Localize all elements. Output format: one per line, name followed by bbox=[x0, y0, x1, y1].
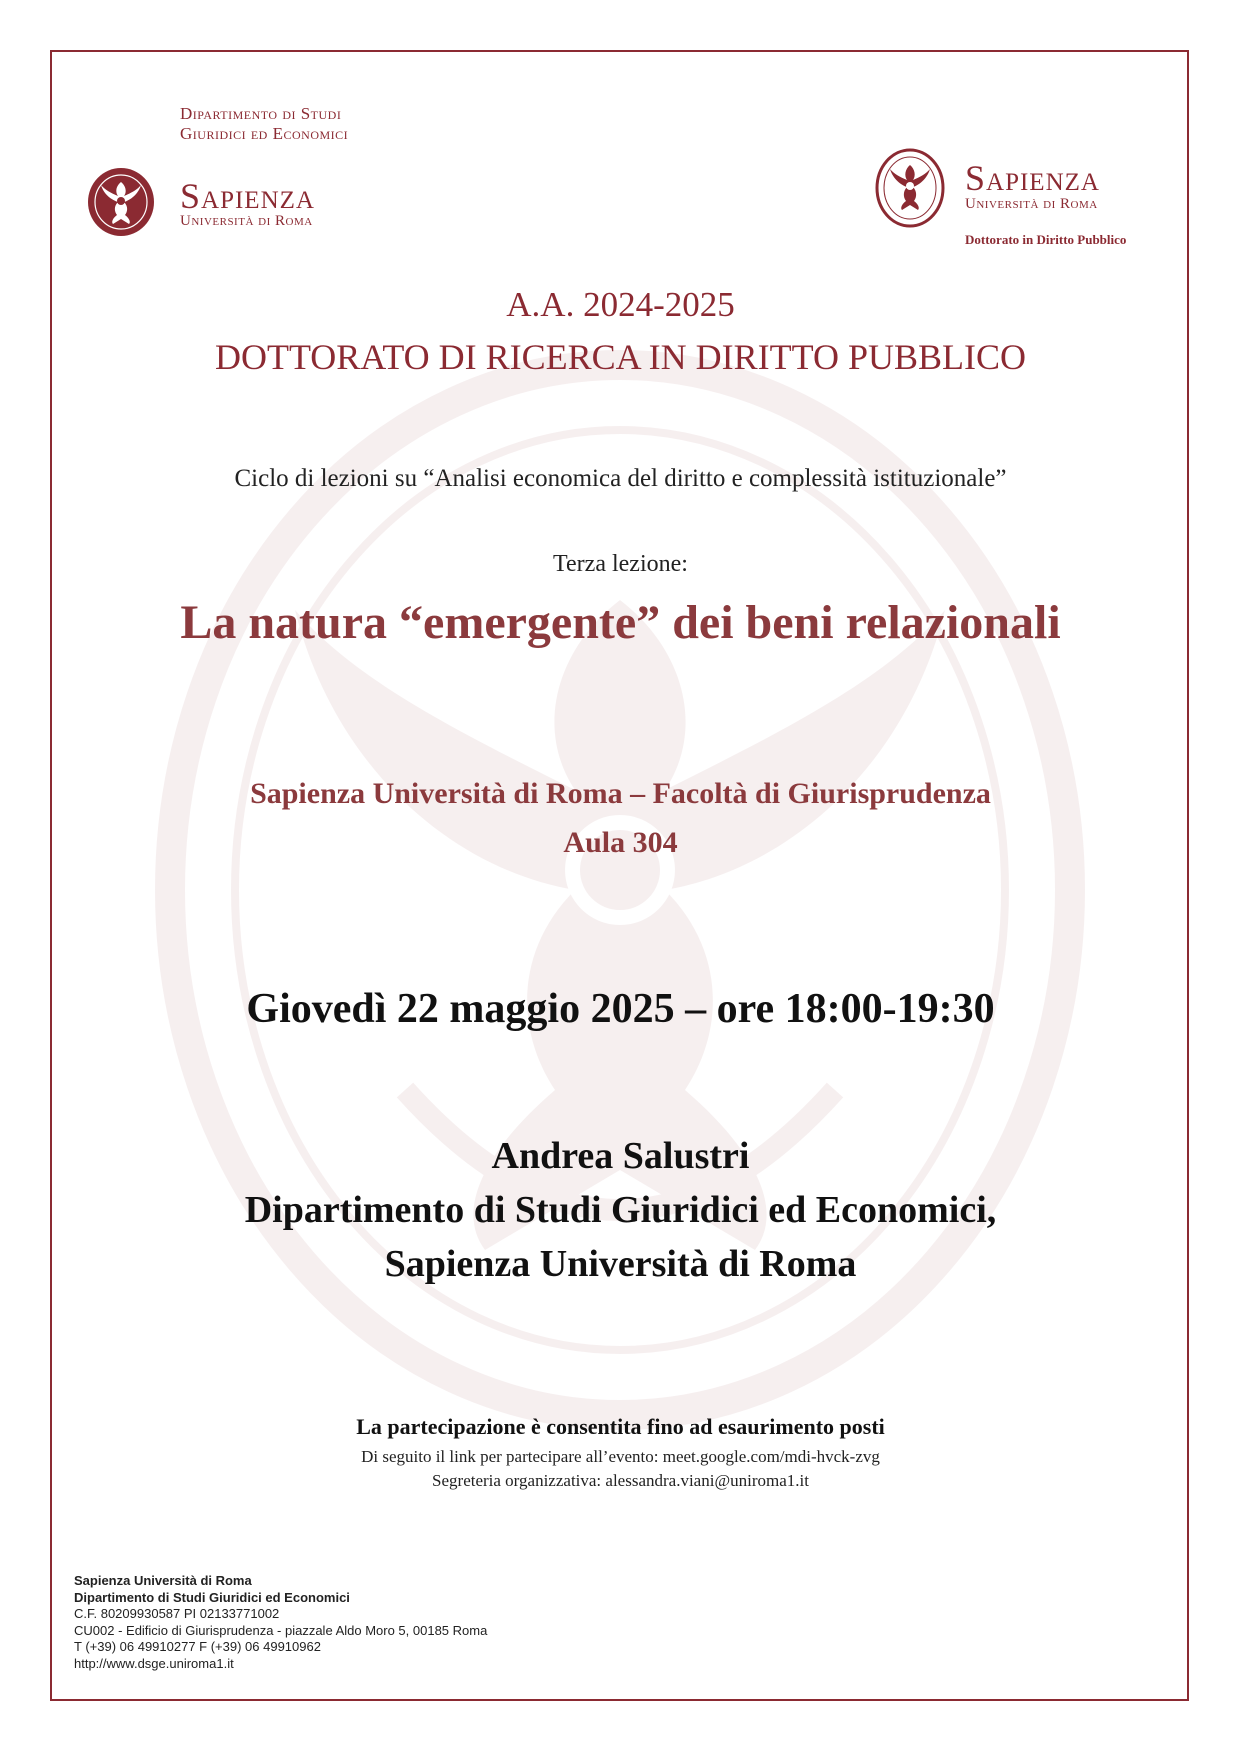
speaker-affiliation-line-2: Sapienza Università di Roma bbox=[384, 1243, 857, 1285]
speaker-name: Andrea Salustri bbox=[491, 1135, 750, 1177]
lecture-cycle: Ciclo di lezioni su “Analisi economica del diritto e complessità istituzionale” bbox=[234, 465, 1007, 492]
footer-line-address: CU002 - Edificio di Giurisprudenza - piazzale Aldo Moro 5, 00185 Roma bbox=[74, 1622, 488, 1638]
event-datetime: Giovedì 22 maggio 2025 – ore 18:00-19:30 bbox=[246, 986, 995, 1032]
footer-line-phone: T (+39) 06 49910277 F (+39) 06 49910962 bbox=[74, 1639, 321, 1654]
sapienza-logo-right-subtitle: Università di Roma bbox=[965, 196, 1098, 212]
footer-line-department: Dipartimento di Studi Giuridici ed Economici bbox=[74, 1589, 350, 1605]
lesson-label: Terza lezione: bbox=[553, 551, 688, 577]
sapienza-seal-left bbox=[86, 166, 156, 238]
department-line-2: Giuridici ed Economici bbox=[180, 124, 349, 143]
sapienza-logo-left-subtitle: Università di Roma bbox=[180, 213, 313, 229]
program-title: DOTTORATO DI RICERCA IN DIRITTO PUBBLICO bbox=[214, 337, 1027, 377]
lesson-title: La natura “emergente” dei beni relazionali bbox=[180, 596, 1061, 649]
secretary-contact[interactable]: Segreteria organizzativa: alessandra.viani@uniroma1.it bbox=[432, 1471, 809, 1490]
venue: Sapienza Università di Roma – Facoltà di Giurisprudenza bbox=[250, 777, 991, 810]
room: Aula 304 bbox=[563, 826, 678, 859]
footer-line-website[interactable]: http://www.dsge.uniroma1.it bbox=[74, 1655, 234, 1671]
sapienza-logo-left-name: Sapienza bbox=[180, 176, 315, 216]
speaker-affiliation-line-1: Dipartimento di Studi Giuridici ed Economici, bbox=[244, 1189, 997, 1231]
meeting-link[interactable]: Di seguito il link per partecipare all’evento: meet.google.com/mdi-hvck-zvg bbox=[361, 1447, 880, 1466]
footer-line-tax: C.F. 80209930587 PI 02133771002 bbox=[74, 1606, 280, 1621]
doctorate-program-label: Dottorato in Diritto Pubblico bbox=[965, 232, 1127, 247]
academic-year: A.A. 2024-2025 bbox=[506, 285, 735, 324]
footer-address bbox=[74, 1573, 487, 1672]
participation-note: La partecipazione è consentita fino ad esaurimento posti bbox=[356, 1414, 885, 1439]
sapienza-logo-right-name: Sapienza bbox=[965, 158, 1100, 198]
footer-line-university: Sapienza Università di Roma bbox=[74, 1573, 252, 1588]
sapienza-seal-right bbox=[875, 148, 945, 228]
department-line-1: Dipartimento di Studi bbox=[180, 104, 342, 123]
department-header bbox=[180, 104, 348, 144]
